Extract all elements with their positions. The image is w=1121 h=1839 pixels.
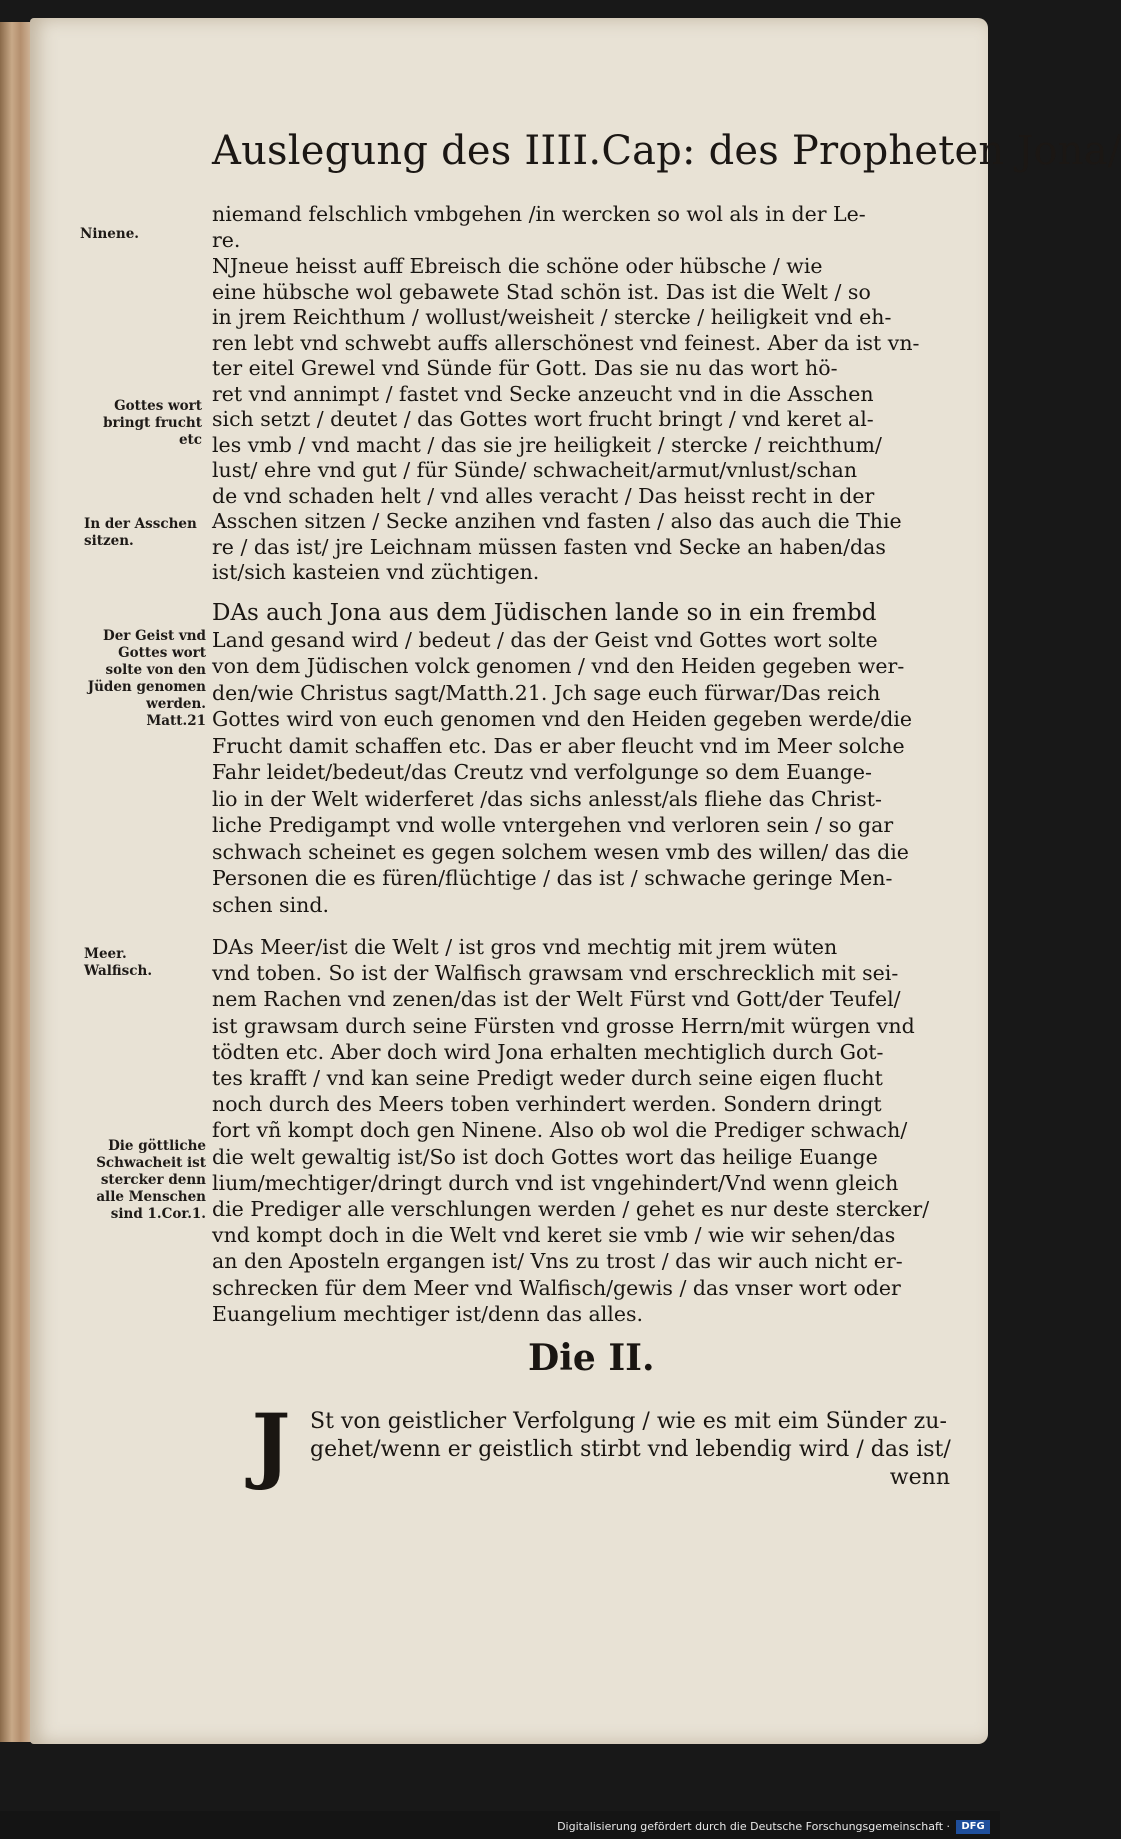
margin-note-meer: Meer. Walfisch. (84, 946, 153, 979)
book-page-edges (0, 22, 34, 1742)
page-header: Auslegung des IIII.Cap: des Propheten Jona/ (212, 128, 1121, 174)
paragraph-section-two: St von geistlicher Verfolgung / wie es mit eim Sünder zu- gehet/wenn er geistlich stirbt vnd lebendig wird / das ist/ wenn (310, 1409, 951, 1490)
section-title: Die II. (528, 1337, 655, 1379)
margin-note-ninene: Ninene. (80, 226, 139, 242)
margin-note-geist: Der Geist vnd Gottes wort solte von den Jüden genomen werden. Matt.21 (87, 628, 206, 729)
margin-note-asschen: In der Asschen sitzen. (84, 516, 197, 549)
drop-capital: J (251, 1397, 291, 1493)
dfg-logo-icon: DFG (956, 1820, 990, 1834)
paragraph-jona-land: DAs auch Jona aus dem Jüdischen lande so in ein frembd Land gesand wird / bedeut / das der Geist vnd Gottes wort solte von dem Jüdischen volck genomen / vnd den Heiden gegeben wer- den/wie Christus sagt/Matth.21. Jch sage euch fürwar/Das reich Gottes wird von euch genomen vnd den Heiden gegeben werde/die Frucht damit schaffen etc. Das er aber fleucht vnd im Meer solche Fahr leidet/bedeut/das Creutz vnd verfolgunge so dem Euange- lio in der Welt widerferet /das sichs anlesst/als fliehe das Christ- liche Predigampt vnd wolle vntergehen vnd verloren sein / so gar schwach scheinet es gegen solchem wesen vmb des willen/ das die Personen die es füren/flüchtige / das ist / schwache geringe Men- schen sind. (212, 600, 913, 917)
paragraph-continuation: niemand felschlich vmbgehen /in wercken so wol als in der Le- re. (212, 202, 866, 252)
paragraph-ninene: NJneue heisst auff Ebreisch die schöne oder hübsche / wie eine hübsche wol gebawete Stad schön ist. Das ist die Welt / so in jrem Reichthum / wollust/weisheit / stercke / heiligkeit vnd eh- ren lebt vnd schwebt auffs allerschönest vnd feinest. Aber da ist vn- ter eitel Grewel vnd Sünde für Gott. Das sie nu das wort hö- ret vnd annimpt / fastet vnd Secke anzeucht vnd in die Asschen sich setzt / deutet / das Gottes wort frucht bringt / vnd keret al- les vmb / vnd macht / das sie jre heiligkeit / stercke / reichthum/ lust/ ehre vnd gut / für Sünde/ schwacheit/armut/vnlust/schan de vnd schaden helt / vnd alles veracht / Das heisst recht in der Asschen sitzen / Secke anzihen vnd fasten / also das auch die Thie re / das ist/ jre Leichnam müssen fasten vnd Secke an haben/das ist/sich kasteien vnd züchtigen. (212, 254, 920, 584)
paragraph-meer: DAs Meer/ist die Welt / ist gros vnd mechtig mit jrem wüten vnd toben. So ist der Walfisch grawsam vnd erschrecklich mit sei- nem Rachen vnd zenen/das ist der Welt Fürst vnd Gott/der Teufel/ ist grawsam durch seine Fürsten vnd grosse Herrn/mit würgen vnd tödten etc. Aber doch wird Jona erhalten mechtiglich durch Got- tes krafft / vnd kan seine Predigt weder durch seine eigen flucht noch durch des Meers toben verhindert werden. Sondern dringt fort vñ kompt doch gen Ninene. Also ob wol die Prediger schwach/ die welt gewaltig ist/So ist doch Gottes wort das heilige Euange lium/mechtiger/dringt durch vnd ist vngehindert/Vnd wenn gleich die Prediger alle verschlungen werden / gehet es nur deste stercker/ vnd kompt doch in die Welt vnd keret sie vmb / wie wir sehen/das an den Aposteln ergangen ist/ Vns zu trost / das wir auch nicht er- schrecken für dem Meer vnd Walfisch/gewis / das vnser wort oder Euangelium mechtiger ist/denn das alles. (212, 935, 930, 1326)
funding-credit: Digitalisierung gefördert durch die Deutsche Forschungsgemeinschaft · (557, 1820, 950, 1833)
margin-note-gottes-wort: Gottes wort bringt frucht etc (103, 398, 202, 448)
margin-note-schwacheit: Die göttliche Schwacheit ist stercker denn alle Menschen sind 1.Cor.1. (96, 1138, 206, 1222)
